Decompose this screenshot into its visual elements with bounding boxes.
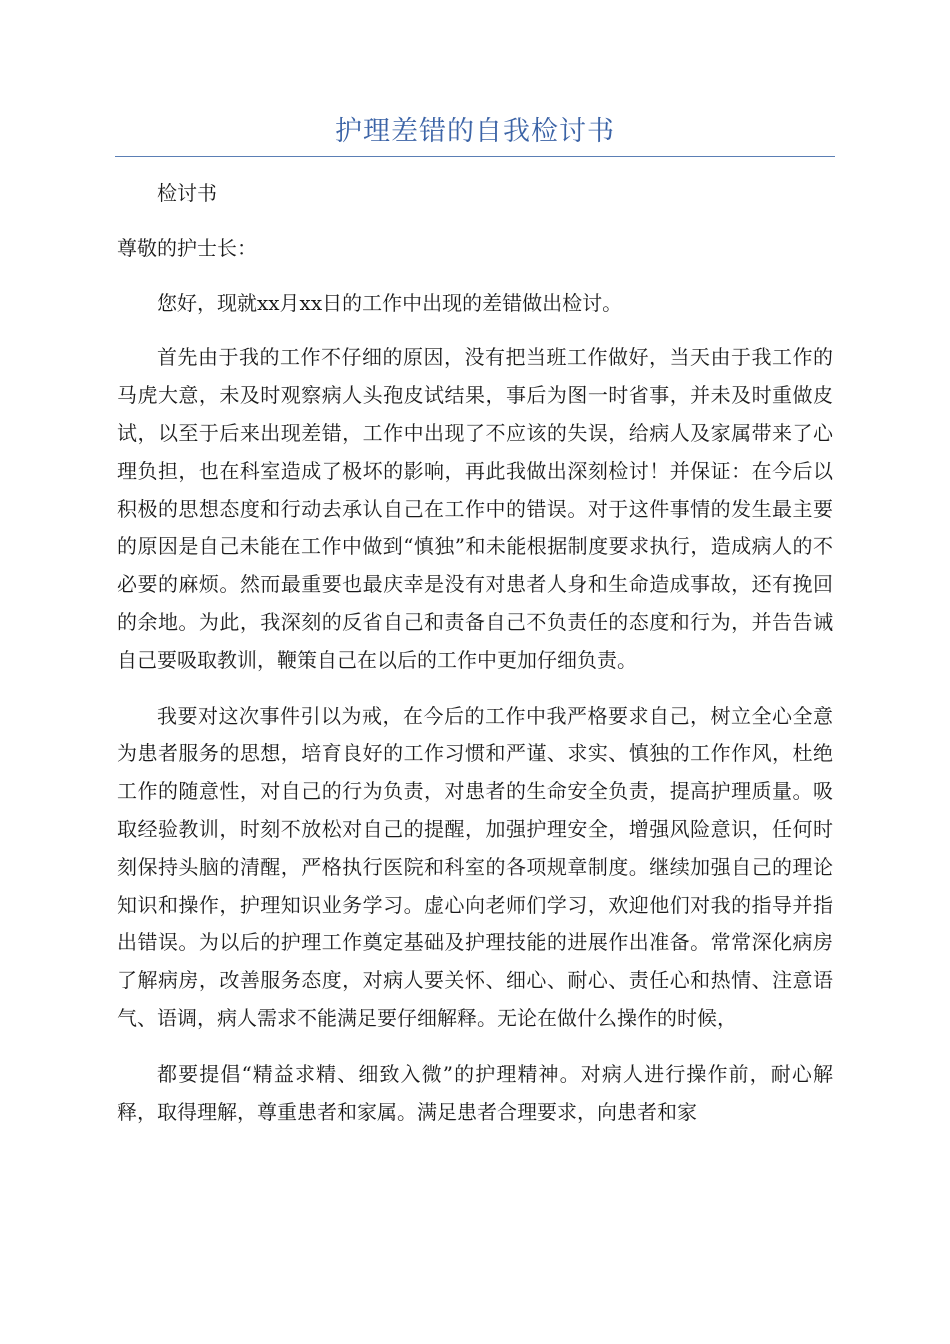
document-title: 护理差错的自我检讨书: [335, 116, 615, 147]
paragraph-continued: 都要提倡“精益求精、细致入微”的护理精神。对病人进行操作前，耐心解释，取得理解，尊重患者和家属。满足患者合理要求，向患者和家: [117, 1061, 833, 1124]
salutation: 尊敬的护士长：: [117, 235, 257, 260]
paragraph-commitment: 我要对这次事件引以为戒，在今后的工作中我严格要求自己，树立全心全意为患者服务的思想，培育良好的工作习惯和严谨、求实、慎独的工作作风，杜绝工作的随意性，对自己的行为负责，对患者的生命安全负责，提高护理质量。吸取经验教训，时刻不放松对自己的提醒，加强护理安全，增强风险意识，任何时刻保持头脑的清醒，严格执行医院和科室的各项规章制度。继续加强自己的理论知识和操作，护理知识业务学习。虚心向老师们学习，欢迎他们对我的指导并指出错误。为以后的护理工作奠定基础及护理技能的进展作出准备。常常深化病房了解病房，改善服务态度，对病人要关怀、细心、耐心、责任心和热情、注意语气、语调，病人需求不能满足要仔细解释。无论在做什么操作的时候，: [117, 703, 833, 1030]
title-block: [115, 112, 835, 157]
paragraph-greeting: 您好，现就xx月xx日的工作中出现的差错做出检讨。: [157, 290, 623, 315]
document-body: [117, 175, 833, 1148]
paragraph-reason: 首先由于我的工作不仔细的原因，没有把当班工作做好，当天由于我工作的马虎大意，未及时观察病人头孢皮试结果，事后为图一时省事，并未及时重做皮试，以至于后来出现差错，工作中出现了不应该的失误，给病人及家属带来了心理负担，也在科室造成了极坏的影响，再此我做出深刻检讨！并保证：在今后以积极的思想态度和行动去承认自己在工作中的错误。对于这件事情的发生最主要的原因是自己未能在工作中做到“慎独”和未能根据制度要求执行，造成病人的不必要的麻烦。然而最重要也最庆幸是没有对患者人身和生命造成事故，还有挽回的余地。为此，我深刻的反省自己和责备自己不负责任的态度和行为，并告告诫自己要吸取教训，鞭策自己在以后的工作中更加仔细负责。: [117, 345, 833, 672]
heading-line: 检讨书: [157, 181, 217, 205]
